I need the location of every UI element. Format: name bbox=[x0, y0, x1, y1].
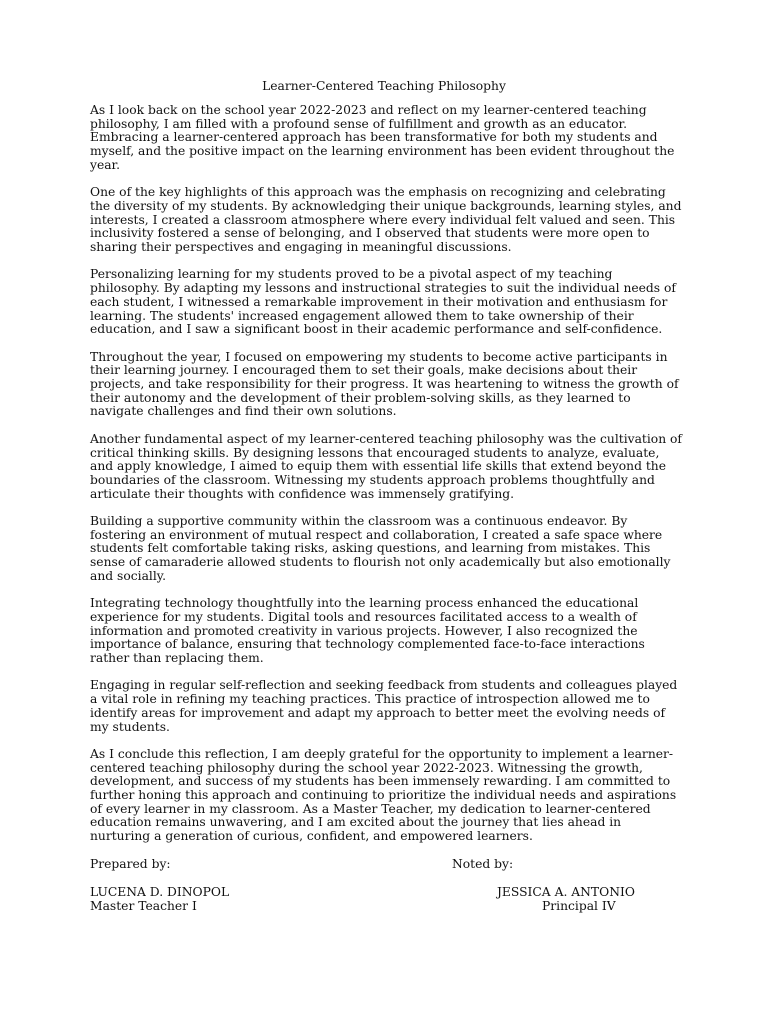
prepared-by-name: LUCENA D. DINOPOL bbox=[90, 885, 230, 899]
paragraph: Throughout the year, I focused on empowering my students to become active participants in their learning journey. I encouraged them to set their goals, make decisions about their projects, and take responsibility for their progress. It was heartening to witness the growth of their autonomy and the development of their problem-solving skills, as they learned to navigate challenges and find their own solutions. bbox=[90, 349, 679, 419]
paragraph: As I conclude this reflection, I am deeply grateful for the opportunity to implement a learner-centered teaching philosophy during the school year 2022-2023. Witnessing the growth, development, and success of my students has been immensely rewarding. I am committed to further honing this approach and continuing to prioritize the individual needs and aspirations of every learner in my classroom. As a Master Teacher, my dedication to learner-centered education remains unwavering, and I am excited about the journey that lies ahead in nurturing a generation of curious, confident, and empowered learners. bbox=[90, 746, 677, 844]
paragraph: Another fundamental aspect of my learner-centered teaching philosophy was the cultivation of critical thinking skills. By designing lessons that encouraged students to analyze, evaluate, and apply knowledge, I aimed to equip them with essential life skills that extend beyond the boundaries of the classroom. Witnessing my students approach problems thoughtfully and articulate their thoughts with confidence was immensely gratifying. bbox=[90, 431, 682, 501]
paragraph: One of the key highlights of this approach was the emphasis on recognizing and celebrating the diversity of my students. By acknowledging their unique backgrounds, learning styles, and interests, I created a classroom atmosphere where every individual felt valued and seen. This inclusivity fostered a sense of belonging, and I observed that students were more open to sharing their perspectives and engaging in meaningful discussions. bbox=[90, 185, 682, 255]
document-title: Learner-Centered Teaching Philosophy bbox=[262, 79, 506, 93]
paragraph: Integrating technology thoughtfully into the learning process enhanced the educational experience for my students. Digital tools and resources facilitated access to a wealth of information and promoted creativity in various projects. However, I also recognized the importance of balance, ensuring that technology complemented face-to-face interactions rather than replacing them. bbox=[90, 596, 645, 666]
paragraph: Personalizing learning for my students proved to be a pivotal aspect of my teaching philosophy. By adapting my lessons and instructional strategies to suit the individual needs of each student, I witnessed a remarkable improvement in their motivation and enthusiasm for learning. The students' increased engagement allowed them to take ownership of their education, and I saw a significant boost in their academic performance and self-confidence. bbox=[90, 267, 676, 337]
document-body bbox=[90, 104, 682, 858]
paragraph: Engaging in regular self-reflection and seeking feedback from students and colleagues played a vital role in refining my teaching practices. This practice of introspection allowed me to identify areas for improvement and adapt my approach to better meet the evolving needs of my students. bbox=[90, 678, 678, 734]
prepared-by-label: Prepared by: bbox=[90, 857, 171, 871]
prepared-by-title: Master Teacher I bbox=[90, 899, 197, 913]
noted-by-label: Noted by: bbox=[452, 857, 514, 871]
paragraph: As I look back on the school year 2022-2023 and reflect on my learner-centered teaching philosophy, I am filled with a profound sense of fulfillment and growth as an educator. Embracing a learner-centered approach has been transformative for both my students and myself, and the positive impact on the learning environment has been evident throughout the year. bbox=[90, 103, 675, 172]
noted-by-name: JESSICA A. ANTONIO bbox=[497, 885, 635, 899]
noted-by-title: Principal IV bbox=[542, 899, 616, 913]
paragraph: Building a supportive community within the classroom was a continuous endeavor. By fostering an environment of mutual respect and collaboration, I created a safe space where students felt comfortable taking risks, asking questions, and learning from mistakes. This sense of camaraderie allowed students to flourish not only academically but also emotionally and socially. bbox=[90, 514, 671, 583]
